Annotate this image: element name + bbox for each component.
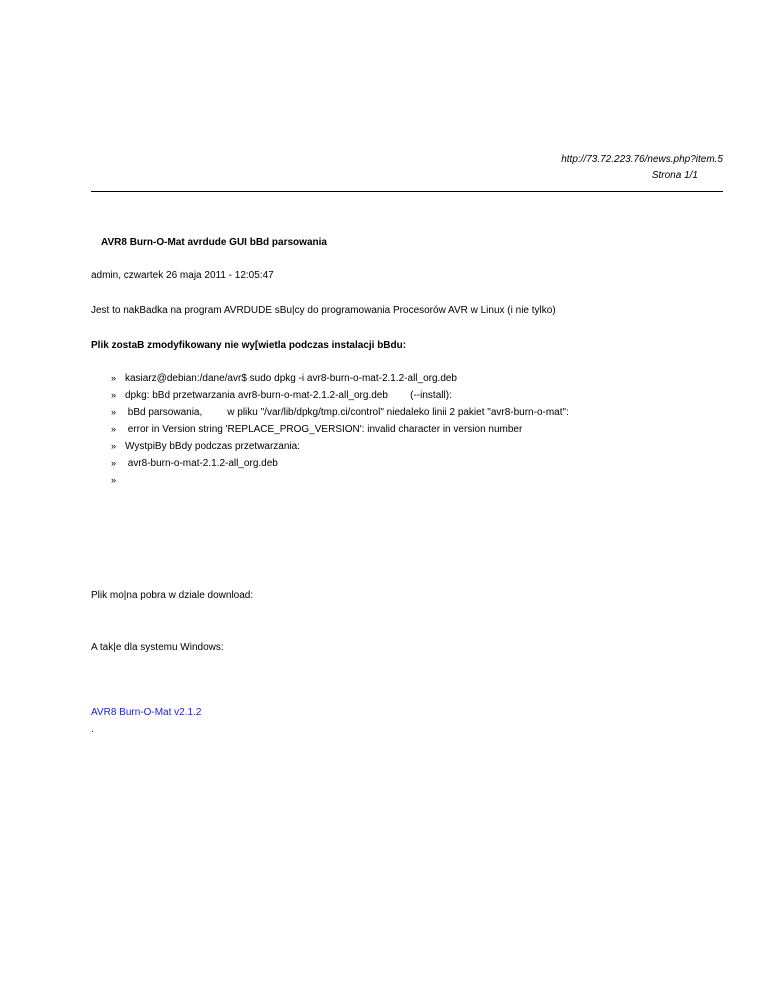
windows-text: A tak|e dla systemu Windows: [91,642,224,653]
header-divider [91,191,723,192]
header-url: http://73.72.223.76/news.php?item.5 [561,154,723,165]
code-marker: » [111,458,117,468]
code-marker: » [111,373,117,383]
code-text: avr8-burn-o-mat-2.1.2-all_org.deb [125,458,278,469]
code-marker: » [111,424,117,434]
code-marker: » [111,441,117,451]
code-line [111,458,278,472]
download-text: Plik mo|na pobra w dziale download: [91,590,254,601]
code-line [111,424,522,438]
trailing-dot: . [91,724,94,735]
code-marker: » [111,390,117,400]
article-notice: Plik zostaB zmodyfikowany nie wy[wietla podczas instalacji bBdu: [91,340,407,351]
article-intro: Jest to nakBadka na program AVRDUDE sBu|cy do programowania Procesorów AVR w Linux (i nie tylko) [91,305,556,316]
article-title: AVR8 Burn-O-Mat avrdude GUI bBd parsowania [101,237,327,248]
code-text: WystpiBy bBdy podczas przetwarzania: [125,441,300,452]
download-link[interactable]: AVR8 Burn-O-Mat v2.1.2 [91,707,202,718]
code-text: dpkg: bBd przetwarzania avr8-burn-o-mat-2.1.2-all_org.deb (--install): [125,390,452,401]
code-text: error in Version string 'REPLACE_PROG_VERSION': invalid character in version number [125,424,523,435]
code-line [111,373,457,387]
code-line [111,475,125,489]
code-line [111,407,569,421]
code-line [111,441,300,455]
code-text: bBd parsowania, w pliku "/var/lib/dpkg/tmp.ci/control" niedaleko linii 2 pakiet "avr8-burn-o-mat": [125,407,569,418]
article-meta: admin, czwartek 26 maja 2011 - 12:05:47 [91,270,274,281]
code-marker: » [111,407,117,417]
code-line [111,390,452,404]
code-marker: » [111,475,117,485]
page-number: Strona 1/1 [651,170,698,181]
code-text: kasiarz@debian:/dane/avr$ sudo dpkg -i avr8-burn-o-mat-2.1.2-all_org.deb [125,373,457,384]
